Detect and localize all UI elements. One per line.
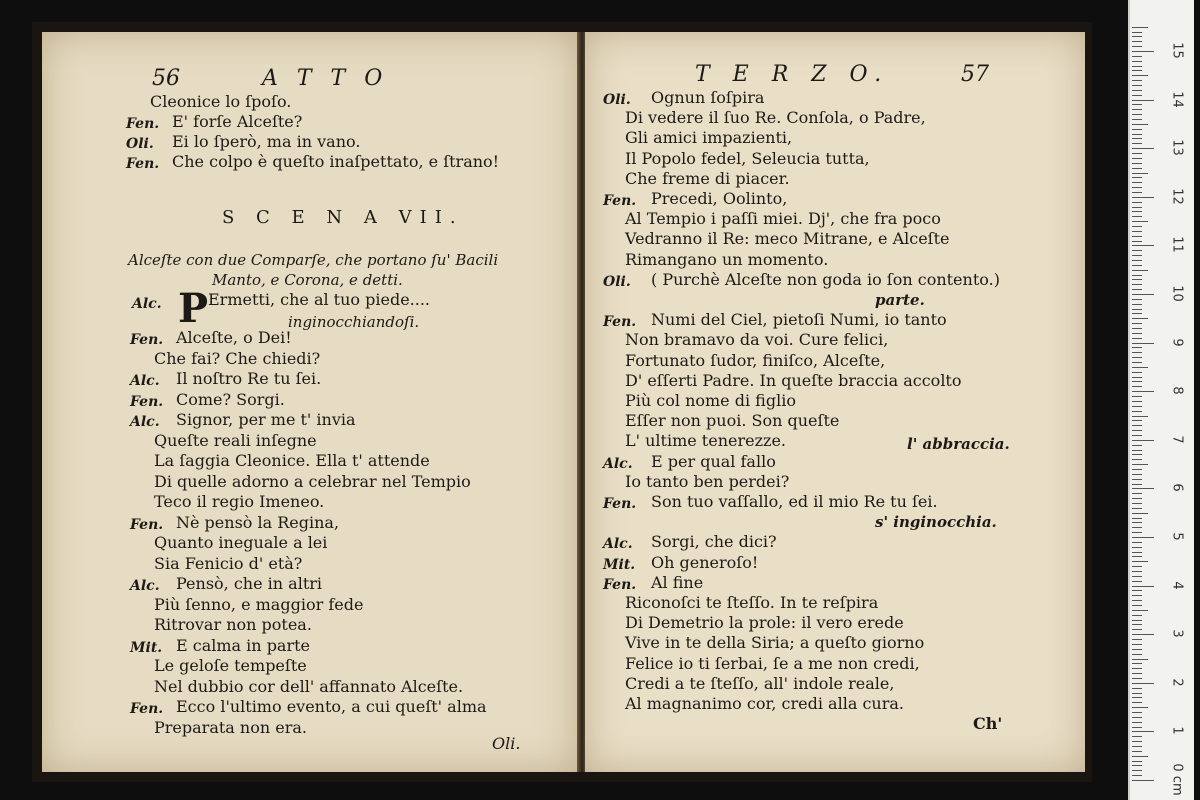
dialogue-line: Più col nome di figlio xyxy=(625,391,796,410)
dialogue-line: Sorgi, che dici? xyxy=(651,532,777,552)
ruler-tick xyxy=(1132,294,1154,295)
ruler-tick xyxy=(1132,503,1142,504)
ruler-tick xyxy=(1132,289,1142,290)
ruler-number: 6 xyxy=(1169,483,1185,493)
dialogue-line: Nel dubbio cor dell' affannato Alceſte. xyxy=(154,676,464,696)
dialogue-line: Felice io ti ſerbai, ſe a me non credi, xyxy=(625,653,920,673)
open-book xyxy=(32,22,1092,782)
ruler-tick xyxy=(1132,498,1142,499)
ruler-tick xyxy=(1132,138,1142,139)
ruler-tick xyxy=(1132,32,1142,33)
ruler-tick xyxy=(1132,56,1142,57)
ruler-tick xyxy=(1132,241,1142,242)
ruler-tick xyxy=(1132,474,1142,475)
dialogue-line: Che colpo è queſto inaſpettato, e ſtrano! xyxy=(172,152,500,171)
ruler-tick xyxy=(1132,459,1142,460)
ruler-tick xyxy=(1132,425,1142,426)
ruler-tick xyxy=(1132,192,1142,193)
ruler-tick xyxy=(1132,158,1142,159)
ruler-tick xyxy=(1132,440,1154,441)
ruler-tick xyxy=(1132,333,1142,334)
ruler-tick xyxy=(1132,751,1142,752)
stage-direction: parte. xyxy=(875,291,925,309)
drop-cap: P xyxy=(178,285,209,332)
speaker-label: Oli. xyxy=(603,273,631,290)
speaker-label: Fen. xyxy=(603,576,637,593)
left-page xyxy=(42,32,577,772)
ruler-number: 15 xyxy=(1169,42,1185,59)
ruler-tick xyxy=(1132,576,1142,577)
ruler-tick xyxy=(1132,668,1142,669)
ruler-tick xyxy=(1132,396,1142,397)
running-head-right: T E R Z O. xyxy=(695,62,890,87)
ruler-tick xyxy=(1132,386,1142,387)
ruler-tick xyxy=(1132,197,1154,198)
ruler-tick xyxy=(1132,391,1154,392)
dialogue-line: Di quelle adorno a celebrar nel Tempio xyxy=(154,471,471,491)
speaker-label: Fen. xyxy=(603,193,637,209)
ruler-tick xyxy=(1132,129,1142,130)
ruler-tick xyxy=(1132,590,1142,591)
ruler-tick xyxy=(1132,620,1142,621)
ruler-tick xyxy=(1132,226,1142,227)
scene-title: S C E N A VII. xyxy=(222,207,464,228)
ruler-tick xyxy=(1132,148,1154,149)
ruler-tick xyxy=(1132,581,1142,582)
ruler-tick xyxy=(1132,527,1142,528)
ruler-tick xyxy=(1132,445,1142,446)
dialogue-line: Vedranno il Re: meco Mitrane, e Alceſte xyxy=(625,229,950,249)
ruler-tick xyxy=(1132,231,1142,232)
ruler-tick xyxy=(1132,51,1154,52)
ruler-tick xyxy=(1132,416,1148,417)
ruler-tick xyxy=(1132,362,1142,363)
ruler-tick xyxy=(1132,270,1148,271)
speaker-label: Oli. xyxy=(603,92,631,108)
ruler-tick xyxy=(1132,629,1142,630)
ruler-number: 2 xyxy=(1169,678,1185,687)
ruler-tick xyxy=(1132,143,1142,144)
dialogue-line: Che freme di piacer. xyxy=(625,168,790,188)
dialogue-line: Ritrovar non potea. xyxy=(154,615,312,634)
speaker-label: Fen. xyxy=(603,314,637,331)
ruler-tick xyxy=(1132,513,1148,514)
ruler-tick xyxy=(1132,450,1142,451)
speaker-label: Oli. xyxy=(126,136,154,152)
ruler-tick xyxy=(1132,80,1142,81)
ruler-tick xyxy=(1132,615,1142,616)
ruler-tick xyxy=(1132,279,1142,280)
ruler-tick xyxy=(1132,153,1142,154)
measuring-ruler xyxy=(1128,0,1194,800)
ruler-number: 12 xyxy=(1169,188,1185,205)
ruler-tick xyxy=(1132,761,1142,762)
dialogue-line: Al fine xyxy=(651,572,704,592)
ruler-tick xyxy=(1132,775,1142,776)
dialogue-line: Riconoſci te ſteſſo. In te reſpira xyxy=(625,593,879,612)
ruler-tick xyxy=(1132,75,1148,76)
dialogue-line: Eſſer non puoi. Son queſte xyxy=(625,411,840,431)
ruler-tick xyxy=(1132,659,1148,660)
ruler-tick xyxy=(1132,542,1142,543)
running-head-left: A T T O xyxy=(262,66,389,91)
dialogue-line: Queſte reali inſegne xyxy=(154,430,317,450)
ruler-tick xyxy=(1132,571,1142,572)
dialogue-line: Ei lo ſperò, ma in vano. xyxy=(172,132,361,151)
ruler-tick xyxy=(1132,114,1142,115)
ruler-tick xyxy=(1132,561,1148,562)
dialogue-line: Signor, per me t' invia xyxy=(176,410,356,429)
ruler-tick xyxy=(1132,736,1142,737)
speaker-label: Alc. xyxy=(603,455,633,472)
ruler-tick xyxy=(1132,299,1142,300)
ruler-tick xyxy=(1132,673,1142,674)
ruler-tick xyxy=(1132,702,1142,703)
speaker-label: Fen. xyxy=(130,393,164,410)
speaker-label: Alc. xyxy=(130,578,160,594)
ruler-tick xyxy=(1132,707,1148,708)
dialogue-line: Le geloſe tempeſte xyxy=(154,656,307,675)
ruler-tick xyxy=(1132,780,1154,781)
ruler-tick xyxy=(1132,600,1142,601)
ruler-tick xyxy=(1132,479,1142,480)
ruler-tick xyxy=(1132,163,1142,164)
ruler-tick xyxy=(1132,556,1142,557)
ruler-tick xyxy=(1132,493,1142,494)
dialogue-line: Teco il regio Imeneo. xyxy=(154,492,325,511)
dialogue-line: Alceſte, o Dei! xyxy=(176,328,292,347)
right-page xyxy=(585,32,1085,772)
dialogue-line: E per qual fallo xyxy=(651,451,776,471)
dialogue-line: Più ſenno, e maggior fede xyxy=(154,594,364,614)
ruler-tick xyxy=(1132,770,1142,771)
stage-direction-2: Manto, e Corona, e detti. xyxy=(212,271,403,289)
speaker-label: Alc. xyxy=(130,373,160,389)
stage-direction: Alceſte con due Comparſe, che portano ſu' Bacili xyxy=(128,251,499,269)
ruler-tick xyxy=(1132,639,1142,640)
ruler-tick xyxy=(1132,464,1148,465)
dialogue-line: Come? Sorgi. xyxy=(176,389,285,409)
ruler-tick xyxy=(1132,586,1154,587)
ruler-tick xyxy=(1132,347,1142,348)
dialogue-line: E' forſe Alceſte? xyxy=(172,112,303,131)
ruler-tick xyxy=(1132,46,1142,47)
ruler-number: 13 xyxy=(1169,139,1185,156)
ruler-tick xyxy=(1132,741,1142,742)
catchword-right: Ch' xyxy=(973,714,1003,733)
ruler-number: 8 xyxy=(1169,386,1185,395)
dialogue-line: Son tuo vaſſallo, ed il mio Re tu ſei. xyxy=(651,492,938,511)
dialogue-line: Precedi, Oolinto, xyxy=(651,189,788,208)
ruler-tick xyxy=(1132,518,1142,519)
ruler-tick xyxy=(1132,454,1142,455)
ruler-tick xyxy=(1132,202,1142,203)
ruler-tick xyxy=(1132,36,1142,37)
ruler-tick xyxy=(1132,683,1154,684)
speaker-label: Mit. xyxy=(130,639,163,656)
ruler-tick xyxy=(1132,712,1142,713)
ruler-tick xyxy=(1132,537,1154,538)
dialogue-line: Io tanto ben perdei? xyxy=(625,471,790,491)
ruler-tick xyxy=(1132,595,1142,596)
ruler-tick xyxy=(1132,323,1142,324)
ruler-number: 10 xyxy=(1169,285,1185,302)
ruler-tick xyxy=(1132,309,1142,310)
ruler-tick xyxy=(1132,207,1142,208)
speaker-label: Alc. xyxy=(603,536,633,553)
dialogue-line: Pensò, che in altri xyxy=(176,574,323,593)
ruler-tick xyxy=(1132,100,1154,101)
ruler-tick xyxy=(1132,119,1142,120)
speaker-label: Fen. xyxy=(126,156,160,172)
ruler-tick xyxy=(1132,547,1142,548)
ruler-tick xyxy=(1132,756,1148,757)
ruler-tick xyxy=(1132,275,1142,276)
ruler-tick xyxy=(1132,552,1142,553)
ruler-tick xyxy=(1132,435,1142,436)
dialogue-line: Vive in te della Siria; a queſto giorno xyxy=(625,633,925,653)
ruler-tick xyxy=(1132,484,1142,485)
ruler-tick xyxy=(1132,731,1154,732)
dialogue-line: Gli amici impazienti, xyxy=(625,128,793,148)
dialogue-line: Il Popolo fedel, Seleucia tutta, xyxy=(625,148,870,168)
ruler-tick xyxy=(1132,746,1142,747)
ruler-tick xyxy=(1132,211,1142,212)
dialogue-line: Oh generoſo! xyxy=(651,552,759,572)
ruler-tick xyxy=(1132,245,1154,246)
ruler-tick xyxy=(1132,697,1142,698)
ruler-tick xyxy=(1132,27,1148,28)
ruler-tick xyxy=(1132,61,1142,62)
ruler-tick xyxy=(1132,372,1142,373)
ruler-tick xyxy=(1132,124,1148,125)
ruler-tick xyxy=(1132,236,1142,237)
ruler-tick xyxy=(1132,343,1154,344)
ruler-tick xyxy=(1132,532,1142,533)
ruler-tick xyxy=(1132,318,1148,319)
ruler-number: 3 xyxy=(1169,629,1185,638)
ruler-tick xyxy=(1132,41,1142,42)
ruler-tick xyxy=(1132,85,1142,86)
page-number-right: 57 xyxy=(961,62,989,87)
ruler-tick xyxy=(1132,406,1142,407)
ruler-tick xyxy=(1132,411,1142,412)
dialogue-line: Che fai? Che chiedi? xyxy=(154,348,321,368)
ruler-tick xyxy=(1132,173,1148,174)
ruler-tick xyxy=(1132,377,1142,378)
speaker-label: Fen. xyxy=(603,496,637,512)
ruler-number: 0 cm xyxy=(1169,763,1185,796)
ruler-tick xyxy=(1132,605,1142,606)
stage-direction: s' inginocchia. xyxy=(875,513,997,532)
ruler-tick xyxy=(1132,367,1148,368)
speaker-label: Mit. xyxy=(603,556,636,573)
ruler-tick xyxy=(1132,357,1142,358)
ruler-tick xyxy=(1132,688,1142,689)
dialogue-line: Di vedere il ſuo Re. Conſola, o Padre, xyxy=(625,108,926,128)
dialogue-line: Ecco l'ultimo evento, a cui queſt' alma xyxy=(176,697,487,716)
ruler-tick xyxy=(1132,250,1142,251)
ruler-tick xyxy=(1132,338,1142,339)
ruler-tick xyxy=(1132,522,1142,523)
ruler-tick xyxy=(1132,265,1142,266)
ruler-tick xyxy=(1132,654,1142,655)
ruler-tick xyxy=(1132,624,1142,625)
ruler-tick xyxy=(1132,610,1148,611)
ruler-number: 11 xyxy=(1169,236,1185,254)
dialogue-line: Di Demetrio la prole: il vero erede xyxy=(625,613,904,633)
ruler-tick xyxy=(1132,722,1142,723)
ruler-tick xyxy=(1132,469,1142,470)
ruler-tick xyxy=(1132,182,1142,183)
dialogue-line: E calma in parte xyxy=(176,635,311,655)
dialogue-line: D' eſſerti Padre. In queſte braccia accolto xyxy=(625,370,962,390)
ruler-tick xyxy=(1132,260,1142,261)
ruler-tick xyxy=(1132,566,1142,567)
speaker-label: Fen. xyxy=(126,116,160,132)
ruler-tick xyxy=(1132,221,1148,222)
ruler-tick xyxy=(1132,727,1142,728)
ruler-tick xyxy=(1132,313,1142,314)
ruler-tick xyxy=(1132,90,1142,91)
ruler-tick xyxy=(1132,109,1142,110)
ruler-tick xyxy=(1132,70,1142,71)
ruler-tick xyxy=(1132,649,1142,650)
ruler-tick xyxy=(1132,765,1142,766)
ruler-number: 4 xyxy=(1169,580,1185,590)
dialogue-line: Fortunato ſudor, finiſco, Alceſte, xyxy=(625,350,886,370)
ruler-tick xyxy=(1132,663,1142,664)
speaker-label: Alc. xyxy=(130,414,160,430)
ruler-tick xyxy=(1132,430,1142,431)
dialogue-line: Ognun ſoſpira xyxy=(651,88,765,107)
dialogue-line: Credi a te ſteſſo, all' indole reale, xyxy=(625,673,895,693)
ruler-tick xyxy=(1132,717,1142,718)
dialogue-line: Non bramavo da voi. Cure felici, xyxy=(625,330,889,350)
speaker-label: Alc. xyxy=(132,296,162,312)
ruler-tick xyxy=(1132,304,1142,305)
speaker-label: Fen. xyxy=(130,332,164,348)
dialogue-line: ( Purchè Alceſte non goda io ſon contento.) xyxy=(651,269,1000,289)
dialogue-line: Il noſtro Re tu ſei. xyxy=(176,369,322,388)
ruler-tick xyxy=(1132,508,1142,509)
dialogue-line: Preparata non era. xyxy=(154,717,307,737)
ruler-number: 5 xyxy=(1169,532,1185,541)
ruler-tick xyxy=(1132,352,1142,353)
ruler-tick xyxy=(1132,104,1142,105)
ruler-tick xyxy=(1132,634,1154,635)
ruler-number: 14 xyxy=(1169,90,1185,108)
ruler-tick xyxy=(1132,66,1142,67)
speaker-label: Fen. xyxy=(130,516,164,533)
dialogue-line: L' ultime tenerezze. xyxy=(625,431,787,451)
ruler-tick xyxy=(1132,328,1142,329)
stage-direction-kneel: inginocchiandoſi. xyxy=(288,313,420,331)
dialogue-line: Sia Fenicio d' età? xyxy=(154,553,303,573)
stage-direction-embrace: l' abbraccia. xyxy=(907,435,1010,453)
ruler-tick xyxy=(1132,168,1142,169)
dialogue-line: Numi del Ciel, pietoſi Numi, io tanto xyxy=(651,310,947,330)
ruler-number: 9 xyxy=(1169,337,1185,347)
ruler-tick xyxy=(1132,678,1142,679)
ruler-tick xyxy=(1132,255,1142,256)
ruler-tick xyxy=(1132,401,1142,402)
speaker-label: Fen. xyxy=(130,701,164,717)
ruler-number: 7 xyxy=(1169,435,1185,444)
dialogue-line: Ermetti, che al tuo piede.... xyxy=(208,290,431,309)
dialogue-line: Quanto ineguale a lei xyxy=(154,533,328,552)
ruler-tick xyxy=(1132,187,1142,188)
dialogue-line: Al Tempio i paſſi miei. Dj', che fra poco xyxy=(625,209,941,229)
ruler-tick xyxy=(1132,134,1142,135)
dialogue-line: Nè pensò la Regina, xyxy=(176,512,340,532)
ruler-tick xyxy=(1132,693,1142,694)
ruler-tick xyxy=(1132,420,1142,421)
ruler-tick xyxy=(1132,284,1142,285)
ruler-number: 1 xyxy=(1169,726,1185,736)
dialogue-line: La ſaggia Cleonice. Ella t' attende xyxy=(154,451,430,470)
page-number-left: 56 xyxy=(152,66,180,91)
ruler-tick xyxy=(1132,488,1154,489)
dialogue-line: Al magnanimo cor, credi alla cura. xyxy=(625,694,904,713)
ruler-tick xyxy=(1132,95,1142,96)
dialogue-line: Cleonice lo ſpoſo. xyxy=(150,92,292,111)
dialogue-line: Rimangano un momento. xyxy=(625,249,829,269)
ruler-tick xyxy=(1132,216,1142,217)
catchword-left: Oli. xyxy=(492,734,521,753)
ruler-tick xyxy=(1132,177,1142,178)
ruler-tick xyxy=(1132,644,1142,645)
ruler-tick xyxy=(1132,381,1142,382)
